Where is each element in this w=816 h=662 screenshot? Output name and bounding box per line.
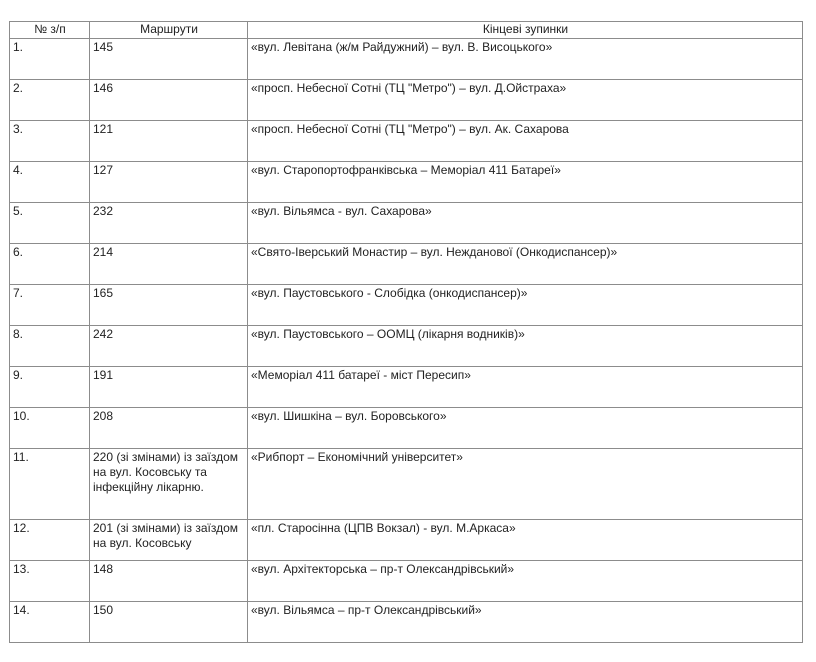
table-row (10, 121, 803, 162)
row-number: 5. (10, 203, 90, 244)
table-row (10, 326, 803, 367)
row-number: 2. (10, 80, 90, 121)
table-row (10, 408, 803, 449)
route-number: 232 (90, 203, 248, 244)
terminal-stops: «пл. Старосінна (ЦПВ Вокзал) - вул. М.Аркаса» (248, 520, 803, 561)
route-number: 146 (90, 80, 248, 121)
route-number: 165 (90, 285, 248, 326)
row-number: 11. (10, 449, 90, 520)
terminal-stops: «просп. Небесної Сотні (ТЦ "Метро") – вул. Ак. Сахарова (248, 121, 803, 162)
terminal-stops: «Рибпорт – Економічний університет» (248, 449, 803, 520)
routes-table (9, 21, 803, 643)
terminal-stops: «Свято-Іверський Монастир – вул. Нежданової (Онкодиспансер)» (248, 244, 803, 285)
terminal-stops: «Меморіал 411 батареї - міст Пересип» (248, 367, 803, 408)
row-number: 9. (10, 367, 90, 408)
row-number: 10. (10, 408, 90, 449)
route-number: 220 (зі змінами) із заїздом на вул. Косовську та інфекційну лікарню. (90, 449, 248, 520)
table-row (10, 244, 803, 285)
table-row (10, 449, 803, 520)
terminal-stops: «вул. Левітана (ж/м Райдужний) – вул. В. Висоцького» (248, 39, 803, 80)
table-row (10, 520, 803, 561)
route-number: 214 (90, 244, 248, 285)
table-header-row (10, 22, 803, 39)
table-row (10, 203, 803, 244)
row-number: 8. (10, 326, 90, 367)
route-number: 208 (90, 408, 248, 449)
table-row (10, 80, 803, 121)
table-row (10, 367, 803, 408)
row-number: 7. (10, 285, 90, 326)
route-number: 121 (90, 121, 248, 162)
route-number: 201 (зі змінами) із заїздом на вул. Косовську (90, 520, 248, 561)
header-routes: Маршрути (90, 22, 248, 39)
terminal-stops: «вул. Вільямса - вул. Сахарова» (248, 203, 803, 244)
row-number: 13. (10, 561, 90, 602)
header-number: № з/п (10, 22, 90, 39)
route-number: 148 (90, 561, 248, 602)
terminal-stops: «вул. Вільямса – пр-т Олександрівський» (248, 602, 803, 643)
row-number: 12. (10, 520, 90, 561)
row-number: 1. (10, 39, 90, 80)
terminal-stops: «вул. Паустовського - Слобідка (онкодиспансер)» (248, 285, 803, 326)
row-number: 3. (10, 121, 90, 162)
terminal-stops: «просп. Небесної Сотні (ТЦ "Метро") – вул. Д.Ойстраха» (248, 80, 803, 121)
table-row (10, 39, 803, 80)
header-terminal-stops: Кінцеві зупинки (248, 22, 803, 39)
row-number: 14. (10, 602, 90, 643)
table-row (10, 162, 803, 203)
route-number: 127 (90, 162, 248, 203)
table-row (10, 561, 803, 602)
terminal-stops: «вул. Шишкіна – вул. Боровського» (248, 408, 803, 449)
terminal-stops: «вул. Паустовського – ООМЦ (лікарня водників)» (248, 326, 803, 367)
route-number: 150 (90, 602, 248, 643)
row-number: 6. (10, 244, 90, 285)
table-row (10, 285, 803, 326)
terminal-stops: «вул. Старопортофранківська – Меморіал 411 Батареї» (248, 162, 803, 203)
table-row (10, 602, 803, 643)
terminal-stops: «вул. Архітекторська – пр-т Олександрівський» (248, 561, 803, 602)
route-number: 145 (90, 39, 248, 80)
route-number: 191 (90, 367, 248, 408)
route-number: 242 (90, 326, 248, 367)
row-number: 4. (10, 162, 90, 203)
